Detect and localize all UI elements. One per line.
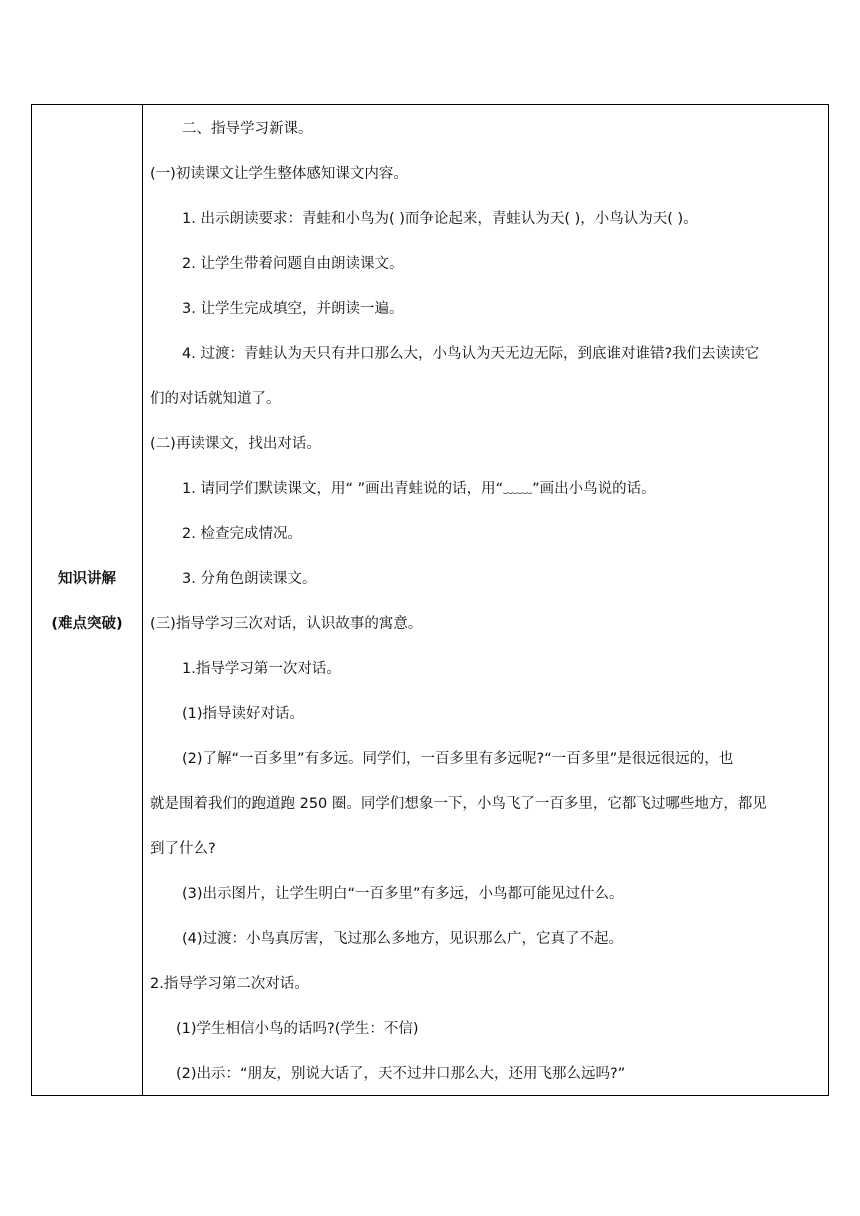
text-line: (二)再读课文，找出对话。 <box>150 436 321 452</box>
text-line: (1)指导读好对话。 <box>182 706 305 722</box>
text-line: 就是围着我们的跑道跑 250 圈。同学们想象一下，小鸟飞了一百多里，它都飞过哪些地方，都见 <box>150 796 767 812</box>
text-line: (一)初读课文让学生整体感知课文内容。 <box>150 166 408 182</box>
text-line: 2. 让学生带着问题自由朗读课文。 <box>182 256 404 272</box>
text-line: 二、指导学习新课。 <box>182 121 313 137</box>
text-line: (3)出示图片，让学生明白“一百多里”有多远，小鸟都可能见过什么。 <box>182 886 624 902</box>
text-line: 1. 出示朗读要求：青蛙和小鸟为( )而争论起来，青蛙认为天( )，小鸟认为天( )。 <box>182 211 698 227</box>
text-line: (4)过渡：小鸟真厉害，飞过那么多地方，见识那么广，它真了不起。 <box>182 931 624 947</box>
text-line: 们的对话就知道了。 <box>150 391 281 407</box>
column-divider <box>142 104 143 1096</box>
text-line: 到了什么? <box>150 841 216 857</box>
text-line: 3. 分角色朗读课文。 <box>182 571 317 587</box>
text-line: (三)指导学习三次对话，认识故事的寓意。 <box>150 616 423 632</box>
text-line: (2)出示：“朋友，别说大话了，天不过井口那么大，还用飞那么远吗?” <box>176 1066 626 1082</box>
section-label-title: 知识讲解 <box>58 571 116 587</box>
text-line: (1)学生相信小鸟的话吗?(学生：不信) <box>176 1021 419 1037</box>
text-line: 3. 让学生完成填空，并朗读一遍。 <box>182 301 404 317</box>
text-line: 2.指导学习第二次对话。 <box>150 976 309 992</box>
text-line: (2)了解“一百多里”有多远。同学们，一百多里有多远呢?“一百多里”是很远很远的，也 <box>182 751 734 767</box>
text-line: 1.指导学习第一次对话。 <box>182 661 341 677</box>
text-line: 4. 过渡：青蛙认为天只有井口那么大，小鸟认为天无边无际，到底谁对谁错?我们去读读它 <box>182 346 760 362</box>
text-line: 1. 请同学们默读课文，用“ ”画出青蛙说的话，用“﹏﹏”画出小鸟说的话。 <box>182 481 656 497</box>
text-line: 2. 检查完成情况。 <box>182 526 302 542</box>
section-label-subtitle: (难点突破) <box>51 616 123 632</box>
